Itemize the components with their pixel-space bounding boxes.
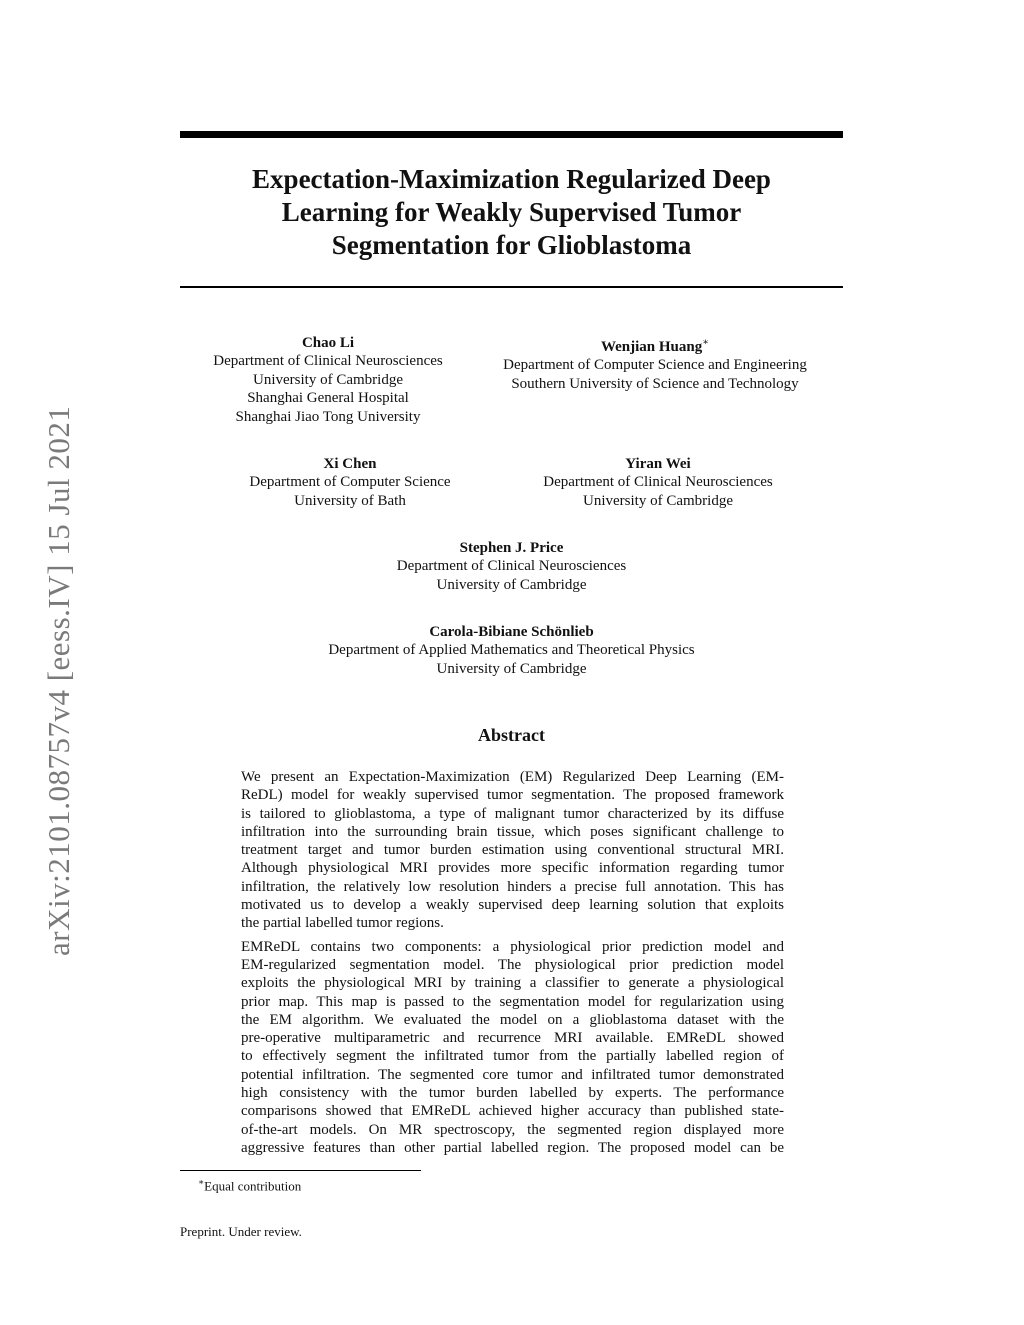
- author-block: [508, 455, 808, 510]
- abstract-line: ReDL) model for weakly supervised tumor segmentation. The proposed framework: [241, 787, 784, 804]
- abstract-line: pre-operative multiparametric and recurrence MRI available. EMReDL showed: [241, 1030, 784, 1047]
- abstract-line: potential infiltration. The segmented core tumor and infiltrated tumor demonstrated: [241, 1066, 784, 1083]
- author-affiliation: University of Cambridge: [436, 576, 587, 593]
- footnote-text: Equal contribution: [204, 1178, 302, 1194]
- author-name: Stephen J. Price: [459, 540, 564, 556]
- author-affiliation: Department of Computer Science and Engineering: [503, 357, 807, 374]
- author-affiliation: Department of Clinical Neurosciences: [396, 558, 627, 575]
- abstract-line: comparisons showed that EMReDL achieved higher accuracy than published state-: [241, 1103, 784, 1120]
- abstract-line: EMReDL contains two components: a physiological prior prediction model and: [241, 938, 784, 955]
- author-block: [180, 623, 843, 678]
- author-name: Wenjian Huang∗: [600, 337, 710, 355]
- abstract-line: the partial labelled tumor regions.: [241, 915, 444, 932]
- abstract-line: motivated us to develop a weakly supervised deep learning solution that exploits: [241, 897, 784, 914]
- abstract-line: treatment target and tumor burden estimation using conventional structural MRI.: [241, 842, 784, 859]
- author-affiliation: Department of Computer Science: [249, 474, 451, 491]
- author-block: [180, 539, 843, 594]
- author-name: Chao Li: [301, 335, 355, 351]
- title-line: Expectation-Maximization Regularized Deep: [252, 164, 771, 194]
- author-affiliation: Shanghai General Hospital: [247, 390, 409, 407]
- author-affiliation: University of Bath: [294, 492, 406, 509]
- abstract-line: to effectively segment the infiltrated tumor from the partially labelled region of: [241, 1048, 784, 1065]
- title-line: Segmentation for Glioblastoma: [331, 230, 692, 260]
- paper-title: [180, 163, 843, 262]
- abstract-line: prior map. This map is passed to the segmentation model for regularization using: [241, 993, 784, 1010]
- abstract-line: infiltration, the relatively low resolution hinders a precise full annotation. This has: [241, 878, 784, 895]
- title-top-rule: [180, 131, 843, 138]
- equal-contribution-mark: ∗: [702, 337, 710, 348]
- author-affiliation: University of Cambridge: [253, 371, 403, 388]
- abstract-body: [241, 768, 784, 1162]
- author-name: Xi Chen: [323, 456, 377, 472]
- author-affiliation: Department of Clinical Neurosciences: [213, 353, 443, 370]
- title-bottom-rule: [180, 286, 843, 288]
- abstract-heading: Abstract: [478, 725, 545, 745]
- arxiv-identifier: arXiv:2101.08757v4 [eess.IV] 15 Jul 2021: [41, 405, 76, 956]
- abstract-paragraph: [241, 768, 784, 933]
- author-affiliation: Department of Clinical Neurosciences: [543, 474, 773, 491]
- abstract-line: aggressive features than other partial labelled region. The proposed model can be: [241, 1139, 784, 1156]
- author-block: [178, 334, 478, 426]
- footnote: [198, 1174, 301, 1194]
- author-affiliation: Southern University of Science and Technology: [511, 375, 799, 392]
- abstract-paragraph: [241, 938, 784, 1158]
- abstract-line: high consistency with the tumor burden labelled by experts. The performance: [241, 1085, 784, 1102]
- abstract-line: exploits the physiological MRI by training a classifier to generate a physiological: [241, 975, 784, 992]
- author-affiliation: University of Cambridge: [583, 492, 733, 509]
- abstract-line: We present an Expectation-Maximization (EM) Regularized Deep Learning (EM-: [241, 769, 784, 785]
- abstract-line: is tailored to glioblastoma, a type of malignant tumor characterized by its diffuse: [241, 805, 784, 822]
- author-block: [474, 334, 836, 393]
- footnote-mark: ∗: [198, 1177, 205, 1187]
- abstract-line: Although physiological MRI provides more specific information regarding tumor: [241, 860, 784, 877]
- abstract-line: EM-regularized segmentation model. The physiological prior prediction model: [241, 956, 784, 973]
- title-line: Learning for Weakly Supervised Tumor: [281, 197, 742, 227]
- preprint-footer: Preprint. Under review.: [180, 1224, 302, 1239]
- author-affiliation: Department of Applied Mathematics and Theoretical Physics: [328, 642, 695, 659]
- author-name: Yiran Wei: [625, 456, 691, 472]
- abstract-line: of-the-art models. On MR spectroscopy, the segmented region displayed more: [241, 1121, 784, 1138]
- author-name: Carola-Bibiane Schönlieb: [429, 624, 594, 640]
- footnote-rule: [180, 1170, 421, 1171]
- author-block: [200, 455, 500, 510]
- author-affiliation: University of Cambridge: [436, 660, 587, 677]
- abstract-line: the EM algorithm. We evaluated the model on a glioblastoma dataset with the: [241, 1011, 784, 1028]
- author-affiliation: Shanghai Jiao Tong University: [235, 408, 421, 425]
- abstract-line: infiltration into the surrounding brain tissue, which poses significant challenge to: [241, 823, 784, 840]
